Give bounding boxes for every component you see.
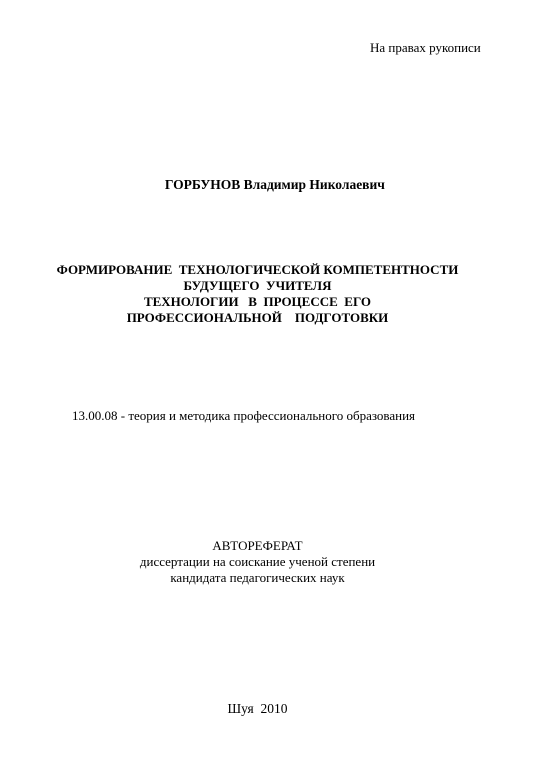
author-name [0,164,543,191]
author-given-names: Владимир Николаевич [243,176,385,192]
document-type-line-1: диссертации на соискание ученой степени [139,554,376,569]
document-type [0,538,515,586]
specialty-code: 13.00.08 - теория и методика профессионального образования [72,408,416,423]
title-line-4: ПРОФЕССИОНАЛЬНОЙ ПОДГОТОВКИ [126,310,389,325]
author-surname: ГОРБУНОВ [164,176,241,192]
document-type-heading: АВТОРЕФЕРАТ [212,538,303,553]
dissertation-title [0,262,515,326]
title-line-1: ФОРМИРОВАНИЕ ТЕХНОЛОГИЧЕСКОЙ КОМПЕТЕНТНОСТИ [56,262,459,277]
city-year: Шуя 2010 [227,701,288,716]
title-line-3: ТЕХНОЛОГИИ В ПРОЦЕССЕ ЕГО [143,294,372,309]
document-type-line-2: кандидата педагогических наук [170,570,345,585]
rights-note: На правах рукописи [370,40,481,55]
title-line-2: БУДУЩЕГО УЧИТЕЛЯ [183,278,332,293]
